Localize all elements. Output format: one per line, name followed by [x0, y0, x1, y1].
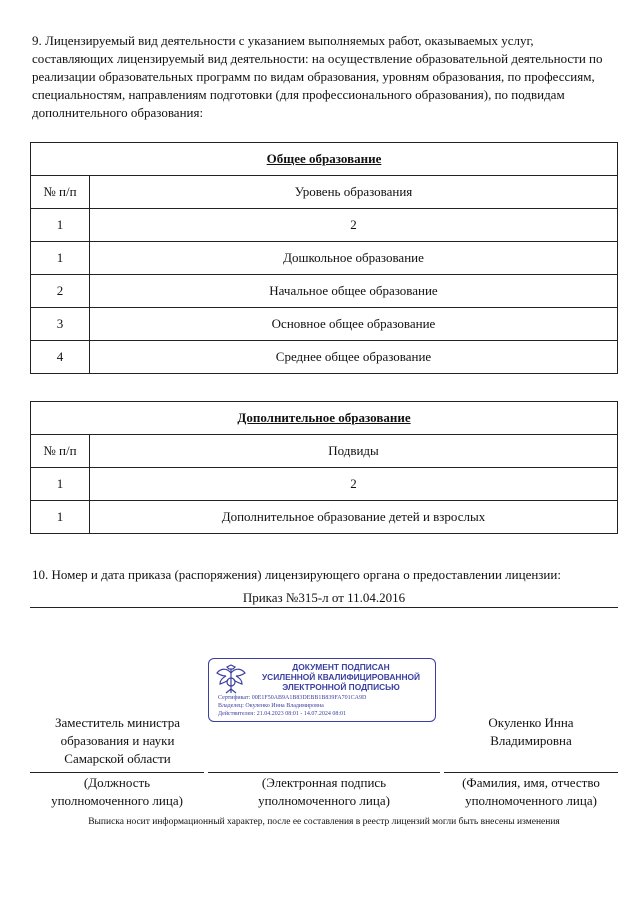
table-cell: Дополнительное образование детей и взрослых: [90, 501, 618, 534]
signature-line-signature: [208, 772, 440, 773]
table-cell: Среднее общее образование: [90, 341, 618, 374]
table-cell: 1: [31, 501, 90, 534]
stamp-certificate: Сертификат: 00E1F50AB9A1B83DEBB1B839FA701CA9D: [218, 695, 367, 701]
stamp-owner: Владелец: Окуленко Инна Владимировна: [218, 703, 324, 709]
section-9-text: 9. Лицензируемый вид деятельности с указанием выполняемых работ, оказываемых услуг, составляющих лицензируемый вид деятельности: на осуществление образовательной деятельности по реализации образовательных программ по видам образования, уровням образования, по профессиям, специальностям, направлениям подготовки (для профессионального образования), по подвидам дополнительного образования:: [32, 33, 603, 120]
table-cell: 4: [31, 341, 90, 374]
table-header-row: [31, 176, 618, 209]
stamp-validity: Действителен: 21.04.2023 08:01 - 14.07.2024 08:01: [218, 711, 347, 717]
table-cell: Основное общее образование: [90, 308, 618, 341]
table-title: Дополнительное образование: [31, 402, 618, 435]
stamp-title-line: ЭЛЕКТРОННОЙ ПОДПИСЬЮ: [282, 682, 400, 692]
caption-line: уполномоченного лица): [465, 793, 597, 808]
signer-position: [30, 714, 205, 768]
coat-of-arms-icon: [214, 663, 248, 697]
table-cell: Начальное общее образование: [90, 275, 618, 308]
name-line: Владимировна: [490, 733, 572, 748]
caption-line: (Фамилия, имя, отчество: [462, 775, 600, 790]
signer-name: [444, 714, 618, 750]
table-title: Общее образование: [31, 143, 618, 176]
table-row: [31, 275, 618, 308]
order-number: Приказ №315-л от 11.04.2016: [242, 590, 406, 605]
table-cell: 2: [90, 468, 618, 501]
table-row: [31, 242, 618, 275]
caption-position: [30, 774, 204, 810]
table-cell: 1: [31, 209, 90, 242]
table-cell: 3: [31, 308, 90, 341]
footnote: Выписка носит информационный характер, после ее составления в реестр лицензий могли быть внесены изменения: [88, 817, 560, 827]
caption-line: уполномоченного лица): [258, 793, 390, 808]
column-header-level: Уровень образования: [90, 176, 618, 209]
caption-line: (Электронная подпись: [261, 775, 387, 790]
signature-line-name: [444, 772, 618, 773]
column-header-number: № п/п: [31, 435, 90, 468]
table-header-row: [31, 435, 618, 468]
additional-education-table: [30, 401, 618, 534]
table-index-row: [31, 209, 618, 242]
signature-line-position: [30, 772, 204, 773]
caption-line: (Должность: [83, 775, 151, 790]
caption-name: [444, 774, 618, 810]
table-cell: Дошкольное образование: [90, 242, 618, 275]
divider: [30, 607, 618, 608]
table-cell: 2: [90, 209, 618, 242]
column-header-subtype: Подвиды: [90, 435, 618, 468]
caption-line: уполномоченного лица): [51, 793, 183, 808]
table-cell: 1: [31, 242, 90, 275]
position-line: Самарской области: [64, 751, 171, 766]
column-header-number: № п/п: [31, 176, 90, 209]
general-education-table: [30, 142, 618, 374]
electronic-signature-stamp: [208, 658, 436, 722]
table-cell: 2: [31, 275, 90, 308]
table-row: [31, 308, 618, 341]
position-line: образования и науки: [60, 733, 175, 748]
table-index-row: [31, 468, 618, 501]
section-10-text: 10. Номер и дата приказа (распоряжения) лицензирующего органа о предоставлении лицензии:: [32, 567, 561, 582]
stamp-title-line: ДОКУМЕНТ ПОДПИСАН: [292, 662, 390, 672]
stamp-title-line: УСИЛЕННОЙ КВАЛИФИЦИРОВАННОЙ: [261, 672, 421, 682]
table-row: [31, 341, 618, 374]
table-row: [31, 501, 618, 534]
caption-signature: [208, 774, 440, 810]
table-cell: 1: [31, 468, 90, 501]
name-line: Окуленко Инна: [488, 715, 574, 730]
position-line: Заместитель министра: [54, 715, 181, 730]
